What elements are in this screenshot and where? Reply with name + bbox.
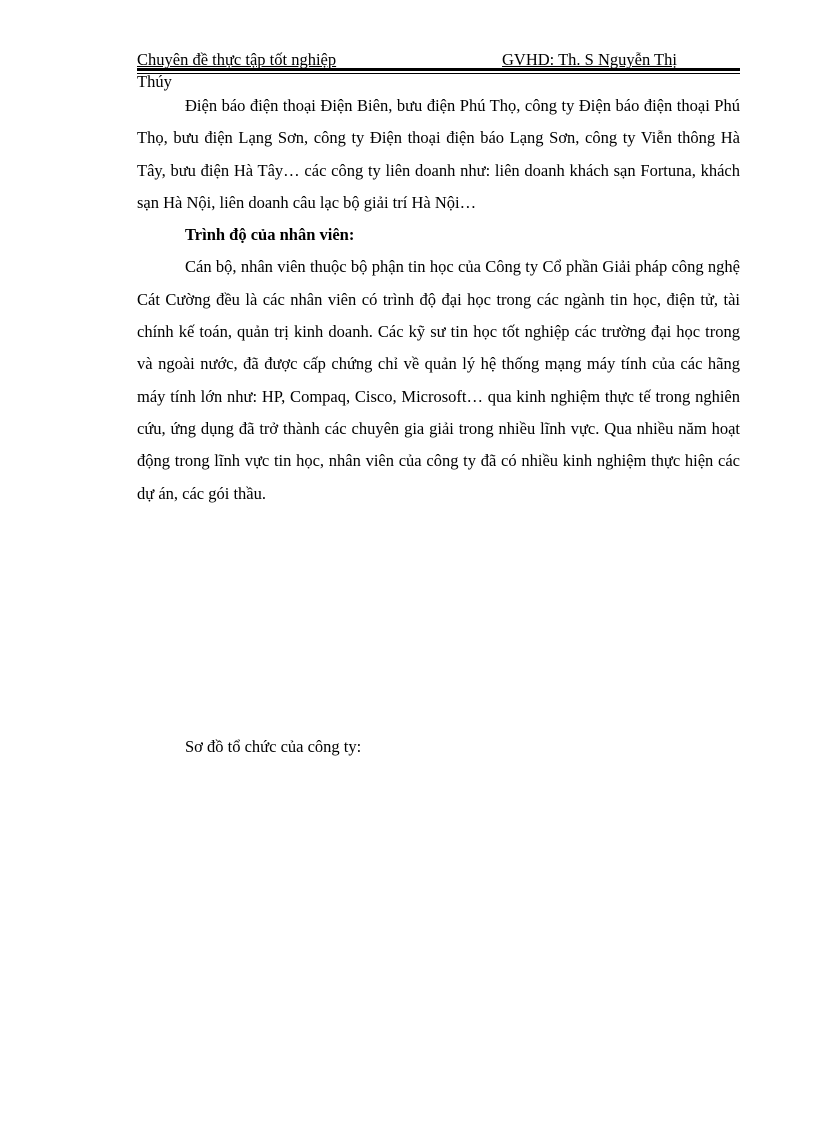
- header-advisor-continued: Thúy: [137, 72, 172, 91]
- header-rule-thick: [137, 68, 740, 71]
- header-title: Chuyên đề thực tập tốt nghiệp: [137, 50, 337, 69]
- header-rule-thin: [137, 73, 740, 74]
- document-body: [137, 90, 740, 510]
- paragraph-clients: Điện báo điện thoại Điện Biên, bưu điện Phú Thọ, công ty Điện báo điện thoại Phú Thọ, bưu điện Lạng Sơn, công ty Điện thoại điện báo Lạng Sơn, công ty Viễn thông Hà Tây, bưu điện Hà Tây… các công ty liên doanh như: liên doanh khách sạn Fortuna, khách sạn Hà Nội, liên doanh câu lạc bộ giải trí Hà Nội…: [137, 96, 740, 212]
- header-advisor: GVHD: Th. S Nguyễn Thị: [502, 50, 677, 69]
- section-heading-staff-level: Trình độ của nhân viên:: [185, 225, 355, 245]
- paragraph-staff: Cán bộ, nhân viên thuộc bộ phận tin học của Công ty Cổ phần Giải pháp công nghệ Cát Cường đều là các nhân viên có trình độ đại học trong các ngành tin học, điện tử, tài chính kế toán, quản trị kinh doanh. Các kỹ sư tin học tốt nghiệp các trường đại học trong và ngoài nước, đã được cấp chứng chỉ về quản lý hệ thống mạng máy tính của các hãng máy tính lớn như: HP, Compaq, Cisco, Microsoft… qua kinh nghiệm thực tế trong nghiên cứu, ứng dụng đã trở thành các chuyên gia giải trong nhiều lĩnh vực. Qua nhiều năm hoạt động trong lĩnh vực tin học, nhân viên của công ty đã có nhiều kinh nghiệm thực hiện các dự án, các gói thầu.: [137, 257, 740, 503]
- org-chart-label: Sơ đồ tổ chức của công ty:: [185, 737, 362, 756]
